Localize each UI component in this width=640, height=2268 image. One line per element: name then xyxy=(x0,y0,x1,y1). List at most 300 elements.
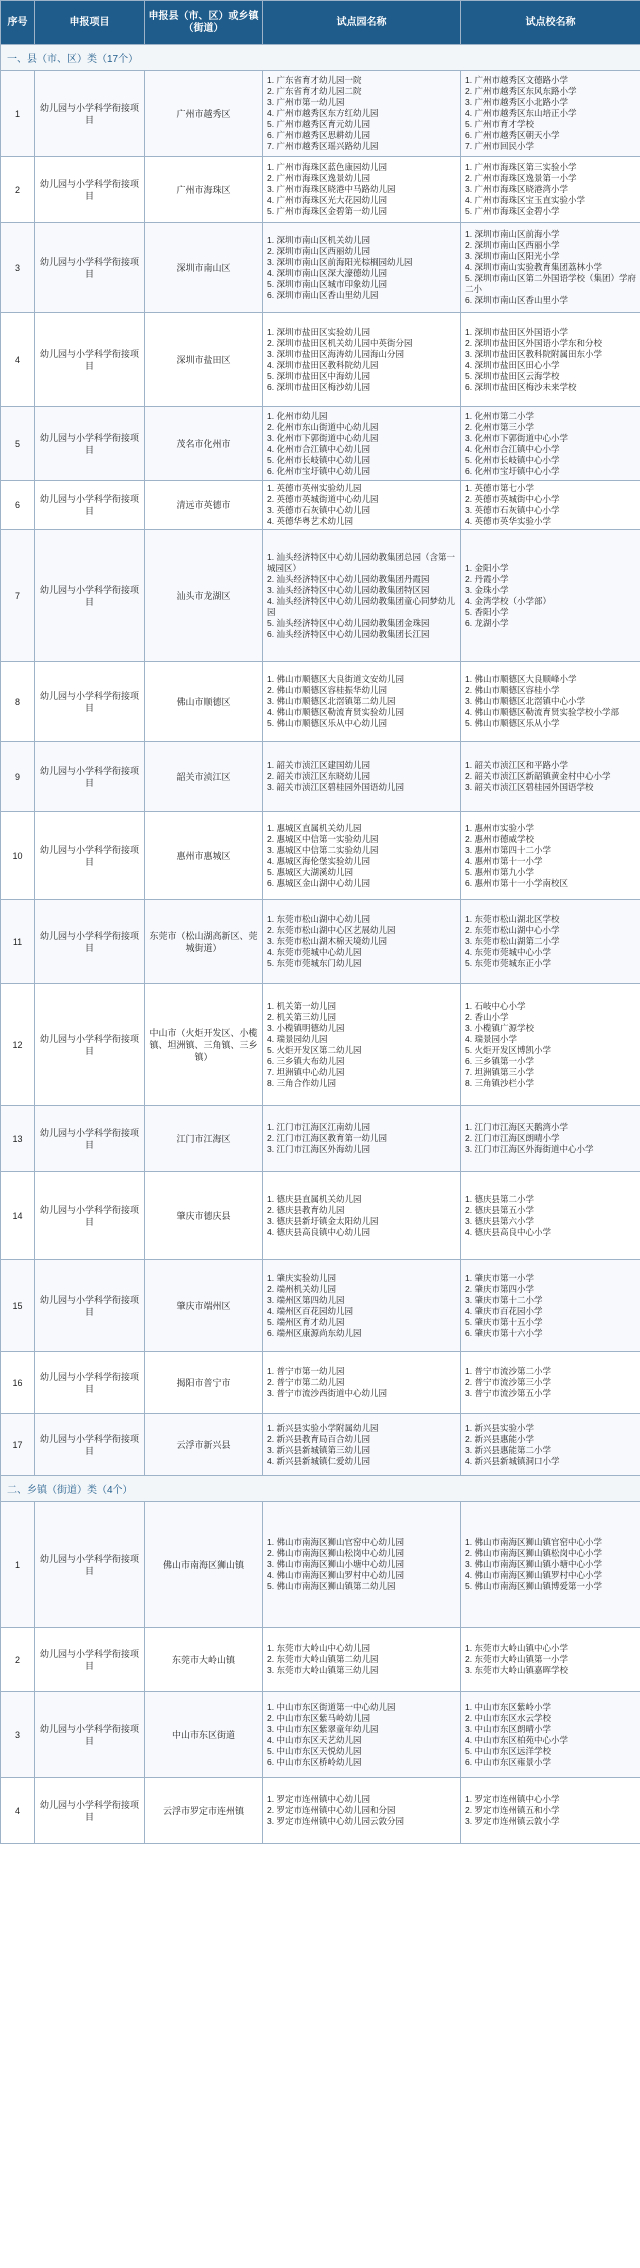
kindergarten-item: 6. 三乡镇大布幼儿园 xyxy=(267,1055,345,1066)
row-number: 12 xyxy=(1,984,35,1106)
school-list xyxy=(461,530,640,662)
school-item: 5. 化州市长岐镇中心小学 xyxy=(465,454,560,465)
kindergarten-item: 5. 端州区育才幼儿园 xyxy=(267,1316,345,1327)
table-row xyxy=(1,984,640,1106)
school-item: 1. 中山市东区紫岭小学 xyxy=(465,1701,551,1712)
kindergarten-list xyxy=(263,1628,461,1692)
school-item: 1. 深圳市盐田区外国语小学 xyxy=(465,326,568,337)
row-area: 肇庆市端州区 xyxy=(145,1260,263,1352)
kindergarten-item: 1. 广州市海珠区蓝色康园幼儿园 xyxy=(267,162,387,172)
school-list xyxy=(461,157,640,223)
kindergarten-item: 5. 佛山市顺德区乐从中心幼儿园 xyxy=(267,718,387,728)
school-item: 6. 肇庆市第十六小学 xyxy=(465,1327,543,1338)
kindergarten-item: 5. 东莞市莞城东门幼儿园 xyxy=(267,958,362,968)
kindergarten-item: 2. 机关第三幼儿园 xyxy=(267,1011,336,1022)
kindergarten-item: 2. 汕头经济特区中心幼儿园幼教集团丹霞园 xyxy=(267,573,430,584)
school-item: 1. 江门市江海区天鹅湾小学 xyxy=(465,1122,568,1132)
school-list xyxy=(461,1778,640,1844)
kindergarten-item: 4. 新兴县新城镇仁爱幼儿园 xyxy=(267,1455,370,1466)
school-item: 3. 广州市海珠区晓港湾小学 xyxy=(465,184,568,194)
school-item: 3. 江门市江海区外海街道中心小学 xyxy=(465,1144,594,1154)
row-project: 幼儿园与小学科学衔接项目 xyxy=(35,1502,145,1628)
kindergarten-item: 2. 深圳市盐田区机关幼儿园中英街分园 xyxy=(267,337,413,348)
school-item: 4. 东莞市莞城中心小学 xyxy=(465,947,551,957)
kindergarten-item: 2. 韶关市浈江区东晓幼儿园 xyxy=(267,771,370,781)
school-item: 6. 三乡镇第一小学 xyxy=(465,1055,534,1066)
kindergarten-item: 5. 广州市越秀区育元幼儿园 xyxy=(267,119,370,129)
table-row xyxy=(1,900,640,984)
table-row xyxy=(1,1172,640,1260)
kindergarten-item: 6. 汕头经济特区中心幼儿园幼教集团长江园 xyxy=(267,628,430,639)
row-area: 广州市海珠区 xyxy=(145,157,263,223)
kindergarten-item: 6. 深圳市南山区香山里幼儿园 xyxy=(267,289,379,300)
kindergarten-item: 2. 江门市江海区教育第一幼儿园 xyxy=(267,1133,387,1143)
school-item: 2. 英德市英城街中心小学 xyxy=(465,494,560,504)
school-item: 4. 深圳市南山实验教育集团荔林小学 xyxy=(465,262,602,272)
row-area: 清远市英德市 xyxy=(145,481,263,530)
row-number: 3 xyxy=(1,223,35,313)
school-item: 3. 韶关市浈江区碧桂园外国语学校 xyxy=(465,782,594,792)
row-number: 3 xyxy=(1,1692,35,1778)
kindergarten-item: 2. 中山市东区紫马岭幼儿园 xyxy=(267,1712,370,1723)
school-item: 5. 佛山市南海区狮山镇博爱第一小学 xyxy=(465,1581,602,1591)
kindergarten-item: 4. 深圳市南山区深大濠德幼儿园 xyxy=(267,267,387,278)
school-list xyxy=(461,984,640,1106)
kindergarten-item: 3. 佛山市顺德区北滘镇第二幼儿园 xyxy=(267,696,396,706)
kindergarten-item: 4. 中山市东区天艺幼儿园 xyxy=(267,1734,362,1745)
school-item: 6. 深圳市南山区香山里小学 xyxy=(465,295,568,305)
row-number: 4 xyxy=(1,313,35,407)
row-area: 汕头市龙湖区 xyxy=(145,530,263,662)
row-number: 8 xyxy=(1,662,35,742)
section-title: 一、县（市、区）类（17个） xyxy=(1,45,640,71)
school-item: 3. 小榄镇广源学校 xyxy=(465,1022,534,1033)
kindergarten-item: 4. 佛山市南海区狮山罗村中心幼儿园 xyxy=(267,1570,404,1580)
school-list xyxy=(461,662,640,742)
school-list xyxy=(461,1172,640,1260)
kindergarten-item: 1. 中山市东区街道第一中心幼儿园 xyxy=(267,1701,396,1712)
kindergarten-item: 1. 江门市江海区江南幼儿园 xyxy=(267,1122,370,1132)
school-item: 2. 佛山市南海区狮山镇松岗中心小学 xyxy=(465,1548,602,1558)
kindergarten-item: 1. 韶关市浈江区建国幼儿园 xyxy=(267,760,370,770)
table-row xyxy=(1,313,640,407)
school-item: 5. 广州市育才学校 xyxy=(465,119,534,129)
table-row xyxy=(1,742,640,812)
kindergarten-list xyxy=(263,1352,461,1414)
kindergarten-list xyxy=(263,1106,461,1172)
kindergarten-list xyxy=(263,1778,461,1844)
school-item: 7. 广州市回民小学 xyxy=(465,141,534,151)
row-area: 佛山市南海区狮山镇 xyxy=(145,1502,263,1628)
kindergarten-item: 2. 普宁市第二幼儿园 xyxy=(267,1377,345,1387)
school-item: 4. 新兴县新城镇洞口小学 xyxy=(465,1455,560,1466)
row-area: 韶关市浈江区 xyxy=(145,742,263,812)
table-row xyxy=(1,530,640,662)
row-number: 1 xyxy=(1,71,35,157)
school-item: 2. 普宁市流沙第三小学 xyxy=(465,1377,551,1387)
school-list xyxy=(461,407,640,481)
school-item: 2. 佛山市顺德区容桂小学 xyxy=(465,685,560,695)
school-list xyxy=(461,481,640,530)
school-item: 6. 广州市越秀区朝天小学 xyxy=(465,130,560,140)
header-school: 试点校名称 xyxy=(461,1,640,45)
school-item: 3. 英德市石灰镇中心小学 xyxy=(465,505,560,515)
row-area: 深圳市南山区 xyxy=(145,223,263,313)
school-item: 1. 肇庆市第一小学 xyxy=(465,1272,534,1283)
school-item: 4. 化州市合江镇中心小学 xyxy=(465,443,560,454)
school-item: 2. 广州市越秀区东风东路小学 xyxy=(465,86,577,96)
kindergarten-item: 1. 德庆县直属机关幼儿园 xyxy=(267,1193,362,1204)
row-project: 幼儿园与小学科学衔接项目 xyxy=(35,1260,145,1352)
kindergarten-item: 2. 惠城区中信第一实验幼儿园 xyxy=(267,833,379,844)
kindergarten-item: 5. 中山市东区天悦幼儿园 xyxy=(267,1745,362,1756)
row-project: 幼儿园与小学科学衔接项目 xyxy=(35,900,145,984)
row-number: 5 xyxy=(1,407,35,481)
kindergarten-item: 4. 瑞景园幼儿园 xyxy=(267,1033,328,1044)
kindergarten-item: 3. 深圳市盐田区海涛幼儿园海山分园 xyxy=(267,348,404,359)
kindergarten-item: 6. 惠城区金山湖中心幼儿园 xyxy=(267,877,370,888)
school-item: 2. 深圳市盐田区外国语小学东和分校 xyxy=(465,337,602,348)
kindergarten-item: 3. 惠城区中信第二实验幼儿园 xyxy=(267,844,379,855)
kindergarten-item: 1. 佛山市南海区狮山官窑中心幼儿园 xyxy=(267,1537,404,1547)
header-area: 申报县（市、区）或乡镇（街道） xyxy=(145,1,263,45)
kindergarten-item: 4. 东莞市莞城中心幼儿园 xyxy=(267,947,362,957)
school-item: 3. 惠州市第四十二小学 xyxy=(465,844,551,855)
row-project: 幼儿园与小学科学衔接项目 xyxy=(35,71,145,157)
row-project: 幼儿园与小学科学衔接项目 xyxy=(35,157,145,223)
school-list xyxy=(461,223,640,313)
kindergarten-list xyxy=(263,407,461,481)
row-project: 幼儿园与小学科学衔接项目 xyxy=(35,1352,145,1414)
row-project: 幼儿园与小学科学衔接项目 xyxy=(35,407,145,481)
school-item: 2. 罗定市连州镇五和小学 xyxy=(465,1805,560,1815)
school-item: 2. 广州市海珠区逸景第一小学 xyxy=(465,173,577,183)
row-area: 东莞市大岭山镇 xyxy=(145,1628,263,1692)
kindergarten-item: 6. 广州市越秀区思耕幼儿园 xyxy=(267,130,370,140)
table-row xyxy=(1,662,640,742)
kindergarten-item: 5. 广州市海珠区金碧第一幼儿园 xyxy=(267,206,387,216)
row-area: 东莞市（松山湖高新区、莞城街道） xyxy=(145,900,263,984)
kindergarten-list xyxy=(263,812,461,900)
kindergarten-list xyxy=(263,157,461,223)
school-item: 3. 新兴县惠能第二小学 xyxy=(465,1444,551,1455)
table-row xyxy=(1,71,640,157)
row-project: 幼儿园与小学科学衔接项目 xyxy=(35,223,145,313)
kindergarten-item: 1. 肇庆实验幼儿园 xyxy=(267,1272,336,1283)
school-item: 1. 韶关市浈江区和平路小学 xyxy=(465,760,568,770)
kindergarten-list xyxy=(263,1414,461,1476)
school-item: 4. 金湾学校（小学部） xyxy=(465,595,551,606)
kindergarten-item: 3. 新兴县新城镇第三幼儿园 xyxy=(267,1444,370,1455)
school-item: 4. 广州市越秀区东山培正小学 xyxy=(465,108,577,118)
kindergarten-item: 3. 广州市海珠区晓港中马路幼儿园 xyxy=(267,184,396,194)
table-row xyxy=(1,1502,640,1628)
school-item: 2. 中山市东区水云学校 xyxy=(465,1712,551,1723)
school-item: 1. 普宁市流沙第二小学 xyxy=(465,1366,551,1376)
school-item: 1. 佛山市顺德区大良顺峰小学 xyxy=(465,674,577,684)
row-project: 幼儿园与小学科学衔接项目 xyxy=(35,742,145,812)
row-number: 16 xyxy=(1,1352,35,1414)
kindergarten-item: 1. 佛山市顺德区大良街道文安幼儿园 xyxy=(267,674,404,684)
school-list xyxy=(461,1502,640,1628)
kindergarten-item: 3. 中山市东区紫翠童年幼儿园 xyxy=(267,1723,379,1734)
kindergarten-item: 3. 小榄镇明德幼儿园 xyxy=(267,1022,345,1033)
kindergarten-item: 2. 东莞市大岭山镇第二幼儿园 xyxy=(267,1654,379,1664)
school-item: 2. 德庆县第五小学 xyxy=(465,1204,534,1215)
row-number: 11 xyxy=(1,900,35,984)
row-project: 幼儿园与小学科学衔接项目 xyxy=(35,1692,145,1778)
row-project: 幼儿园与小学科学衔接项目 xyxy=(35,313,145,407)
kindergarten-item: 3. 德庆县新圩镇金太阳幼儿园 xyxy=(267,1215,379,1226)
school-item: 4. 佛山市南海区狮山镇罗村中心小学 xyxy=(465,1570,602,1580)
school-item: 3. 罗定市连州镇云敦小学 xyxy=(465,1816,560,1826)
school-item: 6. 化州市宝圩镇中心小学 xyxy=(465,465,560,476)
school-item: 2. 东莞市大岭山镇第一小学 xyxy=(465,1654,568,1664)
kindergarten-item: 7. 广州市越秀区瑶兴路幼儿园 xyxy=(267,141,379,151)
kindergarten-item: 1. 广东省育才幼儿园一院 xyxy=(267,75,362,85)
school-item: 6. 中山市东区雍景小学 xyxy=(465,1756,551,1767)
kindergarten-item: 2. 罗定市连州镇中心幼儿园和分园 xyxy=(267,1805,396,1815)
kindergarten-list xyxy=(263,742,461,812)
school-item: 5. 香阳小学 xyxy=(465,606,509,617)
school-item: 3. 广州市越秀区小北路小学 xyxy=(465,97,568,107)
school-item: 2. 香山小学 xyxy=(465,1011,509,1022)
kindergarten-list xyxy=(263,1172,461,1260)
school-item: 2. 丹霞小学 xyxy=(465,573,509,584)
school-item: 3. 金珠小学 xyxy=(465,584,509,595)
kindergarten-item: 1. 化州市幼儿园 xyxy=(267,410,328,421)
school-item: 4. 英德市英华实验小学 xyxy=(465,516,551,526)
row-number: 14 xyxy=(1,1172,35,1260)
kindergarten-item: 4. 佛山市顺德区勒流育贤实验幼儿园 xyxy=(267,707,404,717)
row-number: 6 xyxy=(1,481,35,530)
table-row xyxy=(1,481,640,530)
school-item: 6. 惠州市第十一小学南校区 xyxy=(465,877,568,888)
kindergarten-item: 4. 端州区百花园幼儿园 xyxy=(267,1305,353,1316)
school-item: 5. 中山市东区远洋学校 xyxy=(465,1745,551,1756)
kindergarten-item: 2. 深圳市南山区西丽幼儿园 xyxy=(267,245,370,256)
kindergarten-item: 2. 广州市海珠区逸景幼儿园 xyxy=(267,173,370,183)
row-project: 幼儿园与小学科学衔接项目 xyxy=(35,1628,145,1692)
kindergarten-item: 7. 坦洲镇中心幼儿园 xyxy=(267,1066,345,1077)
row-area: 佛山市顺德区 xyxy=(145,662,263,742)
row-number: 13 xyxy=(1,1106,35,1172)
school-item: 1. 石岐中心小学 xyxy=(465,1000,526,1011)
row-area: 广州市越秀区 xyxy=(145,71,263,157)
school-item: 3. 深圳市南山区阳光小学 xyxy=(465,251,560,261)
kindergarten-item: 4. 汕头经济特区中心幼儿园幼教集团童心同梦幼儿园 xyxy=(267,595,455,617)
row-project: 幼儿园与小学科学衔接项目 xyxy=(35,1778,145,1844)
school-item: 3. 深圳市盐田区教科院附属田东小学 xyxy=(465,348,602,359)
school-item: 1. 德庆县第二小学 xyxy=(465,1193,534,1204)
kindergarten-item: 4. 广州市越秀区东方红幼儿园 xyxy=(267,108,379,118)
school-list xyxy=(461,812,640,900)
school-item: 5. 肇庆市第十五小学 xyxy=(465,1316,543,1327)
school-item: 5. 广州市海珠区金碧小学 xyxy=(465,206,560,216)
school-item: 4. 佛山市顺德区勒流育贤实验学校小学部 xyxy=(465,707,619,717)
row-area: 深圳市盐田区 xyxy=(145,313,263,407)
school-item: 1. 化州市第二小学 xyxy=(465,410,534,421)
kindergarten-item: 3. 广州市第一幼儿园 xyxy=(267,97,345,107)
table-row xyxy=(1,1628,640,1692)
row-project: 幼儿园与小学科学衔接项目 xyxy=(35,530,145,662)
kindergarten-item: 5. 化州市长岐镇中心幼儿园 xyxy=(267,454,370,465)
school-item: 5. 火炬开发区博凯小学 xyxy=(465,1044,551,1055)
kindergarten-item: 4. 广州市海珠区光大花园幼儿园 xyxy=(267,195,387,205)
school-item: 1. 新兴县实验小学 xyxy=(465,1422,534,1433)
school-item: 3. 化州市下郭街道中心小学 xyxy=(465,432,568,443)
row-project: 幼儿园与小学科学衔接项目 xyxy=(35,481,145,530)
school-item: 3. 东莞市大岭山镇嘉晖学校 xyxy=(465,1665,568,1675)
section-row xyxy=(1,45,640,71)
school-item: 3. 德庆县第六小学 xyxy=(465,1215,534,1226)
school-item: 4. 德庆县高良中心小学 xyxy=(465,1226,551,1237)
school-item: 2. 新兴县惠能小学 xyxy=(465,1433,534,1444)
row-area: 云浮市罗定市连州镇 xyxy=(145,1778,263,1844)
school-list xyxy=(461,900,640,984)
row-project: 幼儿园与小学科学衔接项目 xyxy=(35,1106,145,1172)
school-item: 1. 惠州市实验小学 xyxy=(465,822,534,833)
table-row xyxy=(1,812,640,900)
row-number: 7 xyxy=(1,530,35,662)
row-number: 1 xyxy=(1,1502,35,1628)
kindergarten-list xyxy=(263,313,461,407)
table-row xyxy=(1,1692,640,1778)
kindergarten-item: 4. 惠城区海伦堡实验幼儿园 xyxy=(267,855,370,866)
kindergarten-item: 5. 佛山市南海区狮山镇第二幼儿园 xyxy=(267,1581,396,1591)
school-list xyxy=(461,1692,640,1778)
school-item: 6. 深圳市盐田区梅沙未来学校 xyxy=(465,381,577,392)
table-row xyxy=(1,1106,640,1172)
school-item: 1. 东莞市松山湖北区学校 xyxy=(465,914,560,924)
school-item: 5. 深圳市盐田区云海学校 xyxy=(465,370,560,381)
kindergarten-item: 2. 广东省育才幼儿园二院 xyxy=(267,86,362,96)
school-item: 2. 深圳市南山区西丽小学 xyxy=(465,240,560,250)
table-row xyxy=(1,407,640,481)
school-item: 1. 广州市越秀区文德路小学 xyxy=(465,75,568,85)
kindergarten-item: 3. 江门市江海区外海幼儿园 xyxy=(267,1144,370,1154)
kindergarten-item: 3. 韶关市浈江区碧桂园外国语幼儿园 xyxy=(267,782,404,792)
row-number: 17 xyxy=(1,1414,35,1476)
kindergarten-list xyxy=(263,530,461,662)
row-number: 2 xyxy=(1,1628,35,1692)
school-item: 4. 深圳市盐田区田心小学 xyxy=(465,359,560,370)
kindergarten-item: 6. 端州区康源尚东幼儿园 xyxy=(267,1327,362,1338)
school-item: 2. 化州市第三小学 xyxy=(465,421,534,432)
school-item: 3. 肇庆市第十二小学 xyxy=(465,1294,543,1305)
kindergarten-item: 2. 德庆县教育幼儿园 xyxy=(267,1204,345,1215)
kindergarten-item: 1. 东莞市大岭山中心幼儿园 xyxy=(267,1643,370,1653)
kindergarten-item: 2. 佛山市顺德区容桂振华幼儿园 xyxy=(267,685,387,695)
row-area: 江门市江海区 xyxy=(145,1106,263,1172)
school-item: 4. 肇庆市百花园小学 xyxy=(465,1305,543,1316)
kindergarten-item: 6. 中山市东区桥岭幼儿园 xyxy=(267,1756,362,1767)
table-row xyxy=(1,157,640,223)
school-item: 1. 英德市第七小学 xyxy=(465,483,534,493)
kindergarten-item: 6. 深圳市盐田区梅沙幼儿园 xyxy=(267,381,370,392)
kindergarten-item: 3. 化州市下郭街道中心幼儿园 xyxy=(267,432,379,443)
school-item: 7. 坦洲镇第三小学 xyxy=(465,1066,534,1077)
kindergarten-item: 2. 东莞市松山湖中心区艺展幼儿园 xyxy=(267,925,396,935)
kindergarten-item: 2. 英德市英城街道中心幼儿园 xyxy=(267,494,379,504)
kindergarten-item: 1. 深圳市盐田区实验幼儿园 xyxy=(267,326,370,337)
row-project: 幼儿园与小学科学衔接项目 xyxy=(35,1414,145,1476)
school-item: 4. 瑞景园小学 xyxy=(465,1033,517,1044)
section-title: 二、乡镇（街道）类（4个） xyxy=(1,1476,640,1502)
school-item: 4. 广州市海珠区宝玉直实验小学 xyxy=(465,195,585,205)
school-item: 5. 惠州市第九小学 xyxy=(465,866,534,877)
kindergarten-item: 8. 三角合作幼儿园 xyxy=(267,1077,336,1088)
school-list xyxy=(461,1628,640,1692)
kindergarten-list xyxy=(263,71,461,157)
kindergarten-list xyxy=(263,1692,461,1778)
kindergarten-item: 2. 佛山市南海区狮山松岗中心幼儿园 xyxy=(267,1548,404,1558)
table-row xyxy=(1,1352,640,1414)
school-list xyxy=(461,313,640,407)
kindergarten-item: 5. 深圳市盐田区中海幼儿园 xyxy=(267,370,370,381)
kindergarten-item: 1. 新兴县实验小学附属幼儿园 xyxy=(267,1422,379,1433)
school-item: 1. 佛山市南海区狮山镇官窑中心小学 xyxy=(465,1537,602,1547)
section-row xyxy=(1,1476,640,1502)
school-item: 1. 罗定市连州镇中心小学 xyxy=(465,1794,560,1804)
school-item: 6. 龙湖小学 xyxy=(465,617,509,628)
kindergarten-item: 1. 罗定市连州镇中心幼儿园 xyxy=(267,1794,370,1804)
row-area: 中山市（火炬开发区、小榄镇、坦洲镇、三角镇、三乡镇） xyxy=(145,984,263,1106)
kindergarten-list xyxy=(263,662,461,742)
school-item: 1. 金阳小学 xyxy=(465,562,509,573)
kindergarten-item: 5. 深圳市南山区城市印象幼儿园 xyxy=(267,278,387,289)
kindergarten-item: 3. 英德市石灰镇中心幼儿园 xyxy=(267,505,370,515)
kindergarten-item: 3. 佛山市南海区狮山小塘中心幼儿园 xyxy=(267,1559,404,1569)
school-item: 1. 东莞市大岭山镇中心小学 xyxy=(465,1643,568,1653)
school-list xyxy=(461,1414,640,1476)
kindergarten-item: 1. 深圳市南山区机关幼儿园 xyxy=(267,234,370,245)
school-item: 8. 三角镇沙栏小学 xyxy=(465,1077,534,1088)
school-item: 2. 江门市江海区朗晴小学 xyxy=(465,1133,560,1143)
kindergarten-list xyxy=(263,1502,461,1628)
row-number: 2 xyxy=(1,157,35,223)
table-body xyxy=(1,45,640,1844)
row-area: 中山市东区街道 xyxy=(145,1692,263,1778)
school-item: 2. 东莞市松山湖中心小学 xyxy=(465,925,560,935)
row-project: 幼儿园与小学科学衔接项目 xyxy=(35,1172,145,1260)
kindergarten-list xyxy=(263,1260,461,1352)
row-project: 幼儿园与小学科学衔接项目 xyxy=(35,662,145,742)
school-list xyxy=(461,1260,640,1352)
kindergarten-list xyxy=(263,900,461,984)
kindergarten-item: 3. 普宁市流沙西街道中心幼儿园 xyxy=(267,1388,387,1398)
row-number: 10 xyxy=(1,812,35,900)
row-area: 云浮市新兴县 xyxy=(145,1414,263,1476)
kindergarten-item: 1. 东莞市松山湖中心幼儿园 xyxy=(267,914,370,924)
row-area: 肇庆市德庆县 xyxy=(145,1172,263,1260)
kindergarten-item: 3. 东莞市松山湖木棉天境幼儿园 xyxy=(267,936,387,946)
kindergarten-item: 5. 火炬开发区第二幼儿园 xyxy=(267,1044,362,1055)
kindergarten-item: 6. 化州市宝圩镇中心幼儿园 xyxy=(267,465,370,476)
kindergarten-item: 3. 汕头经济特区中心幼儿园幼教集团特区园 xyxy=(267,584,430,595)
school-item: 1. 深圳市南山区前海小学 xyxy=(465,229,560,239)
school-list xyxy=(461,71,640,157)
row-project: 幼儿园与小学科学衔接项目 xyxy=(35,984,145,1106)
school-list xyxy=(461,1352,640,1414)
kindergarten-item: 4. 德庆县高良镇中心幼儿园 xyxy=(267,1226,370,1237)
table-row xyxy=(1,1414,640,1476)
school-item: 2. 韶关市浈江区新韶镇黄金村中心小学 xyxy=(465,771,611,781)
header-no: 序号 xyxy=(1,1,35,45)
row-number: 9 xyxy=(1,742,35,812)
school-item: 4. 惠州市第十一小学 xyxy=(465,855,543,866)
row-area: 茂名市化州市 xyxy=(145,407,263,481)
